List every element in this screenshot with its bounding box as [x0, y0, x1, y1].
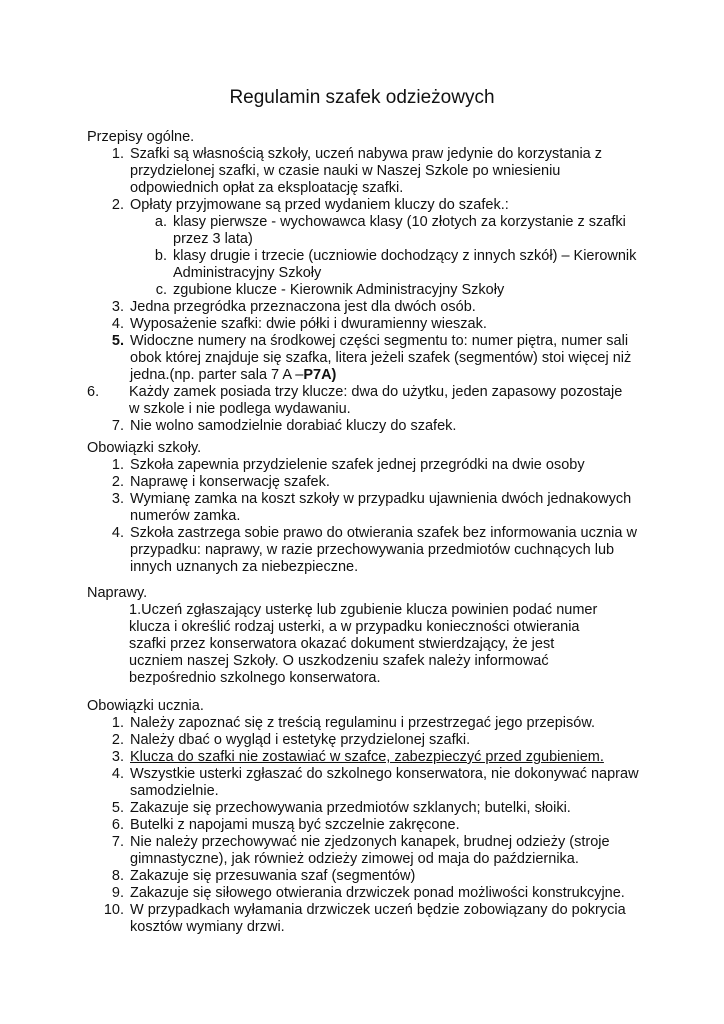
list-item: [87, 715, 650, 732]
list-item: [87, 766, 650, 800]
item-text-underlined: Klucza do szafki nie zostawiać w szafce, zabezpieczyć przed zgubieniem.: [130, 749, 604, 765]
item-text: Nie wolno samodzielnie dorabiać kluczy do szafek.: [130, 418, 457, 434]
sub-item-text: klasy drugie i trzecie (uczniowie dochodzący z innych szkół) – Kierownik Administracyjny Szkoły: [173, 248, 637, 281]
list-item: [87, 299, 650, 316]
list-item: [87, 457, 650, 474]
sub-list-item: [87, 248, 650, 282]
sub-item-letter: b.: [154, 248, 167, 264]
item-number: 7.: [111, 834, 124, 850]
list-item: [87, 732, 650, 749]
repairs-paragraph: 1.Uczeń zgłaszający usterkę lub zgubienie klucza powinien podać numer klucza i określić rodzaj usterki, a w przypadku konieczności otwierania szafki przez konserwatora okazać dokument stwierdzający, że jest uczniem naszej Szkoły. O uszkodzeniu szafek należy informować bezpośrednio szkolnego konserwatora.: [129, 602, 598, 686]
item-text: Nie należy przechowywać nie zjedzonych kanapek, brudnej odzieży (stroje gimnastyczne), jak również odzieży zimowej od maja do października.: [130, 834, 610, 867]
section-general: [87, 129, 650, 435]
rule-list: [87, 146, 650, 435]
item-text: Należy dbać o wygląd i estetykę przydzielonej szafki.: [130, 732, 471, 748]
list-item: [87, 316, 650, 333]
item-text: Wszystkie usterki zgłaszać do szkolnego konserwatora, nie dokonywać napraw samodzielnie.: [130, 766, 639, 799]
item-bold-tail: P7A): [303, 367, 337, 383]
list-item: [87, 817, 650, 834]
item-text: W przypadkach wyłamania drzwiczek uczeń będzie zobowiązany do pokrycia kosztów wymiany drzwi.: [130, 902, 626, 935]
list-item: [65, 384, 634, 418]
section-heading: Obowiązki szkoły.: [87, 440, 202, 456]
item-text: Wyposażenie szafki: dwie półki i dwuramienny wieszak.: [130, 316, 487, 332]
list-item: [87, 418, 650, 435]
sub-list-item: [87, 282, 650, 299]
item-text: Naprawę i konserwację szafek.: [130, 474, 330, 490]
sub-item-text: klasy pierwsze - wychowawca klasy (10 złotych za korzystanie z szafki przez 3 lata): [173, 214, 626, 247]
item-number: 1.: [111, 715, 124, 731]
item-number: 8.: [111, 868, 124, 884]
sub-item-letter: c.: [155, 282, 167, 298]
item-number: 1.: [111, 457, 124, 473]
sub-list: [130, 214, 650, 299]
list-item: [87, 885, 650, 902]
item-text: Wymianę zamka na koszt szkoły w przypadku ujawnienia dwóch jednakowych numerów zamka.: [130, 491, 632, 524]
item-number: 7.: [111, 418, 124, 434]
list-item: [87, 525, 650, 576]
item-text: Każdy zamek posiada trzy klucze: dwa do użytku, jeden zapasowy pozostaje w szkole i nie podlega wydawaniu.: [129, 384, 623, 417]
item-number: 10.: [103, 902, 124, 918]
sub-item-text: zgubione klucze - Kierownik Administracyjny Szkoły: [173, 282, 505, 298]
list-item: [87, 474, 650, 491]
section-heading: Przepisy ogólne.: [87, 129, 195, 145]
item-text: Zakazuje się przesuwania szaf (segmentów): [130, 868, 416, 884]
rule-list: [87, 715, 650, 936]
item-number: 6.: [87, 384, 100, 400]
item-number: 3.: [111, 491, 124, 507]
item-text: Opłaty przyjmowane są przed wydaniem kluczy do szafek.:: [130, 197, 509, 213]
item-text: Zakazuje się siłowego otwierania drzwiczek ponad możliwości konstrukcyjne.: [130, 885, 625, 901]
document-title: Regulamin szafek odzieżowych: [229, 87, 495, 108]
list-item: [87, 197, 650, 299]
section-school-duties: [87, 440, 650, 576]
item-number: 2.: [111, 732, 124, 748]
sub-list-item: [87, 214, 650, 248]
item-number: 3.: [111, 749, 124, 765]
item-text: Jedna przegródka przeznaczona jest dla dwóch osób.: [130, 299, 476, 315]
item-number: 4.: [111, 766, 124, 782]
list-item: [87, 491, 650, 525]
list-item: [87, 834, 650, 868]
item-number: 2.: [111, 197, 124, 213]
sub-item-letter: a.: [154, 214, 167, 230]
list-item: [87, 868, 650, 885]
item-number: 5.: [111, 800, 124, 816]
list-item: [87, 333, 650, 384]
item-number: 4.: [111, 316, 124, 332]
section-student-duties: [87, 698, 650, 936]
section-heading: Naprawy.: [87, 585, 148, 601]
list-item: [87, 902, 650, 936]
item-number: 9.: [111, 885, 124, 901]
item-text: Widoczne numery na środkowej części segmentu to: numer piętra, numer sali obok której znajduje się szafka, litera jeżeli szafek (segmentów) stoi więcej niż jedna.(np. parter sala 7 A –: [130, 333, 632, 383]
section-heading: Obowiązki ucznia.: [87, 698, 204, 714]
item-text: Należy zapoznać się z treścią regulaminu i przestrzegać jego przepisów.: [130, 715, 596, 731]
list-item: [87, 749, 650, 766]
item-number: 4.: [111, 525, 124, 541]
item-number: 3.: [111, 299, 124, 315]
item-text: Szkoła zastrzega sobie prawo do otwierania szafek bez informowania ucznia w przypadku: naprawy, w razie przechowywania przedmiotów cuchnących lub innych uznanych za niebezpieczne.: [130, 525, 637, 575]
list-item: [87, 800, 650, 817]
list-item: [87, 146, 650, 197]
item-text: Zakazuje się przechowywania przedmiotów szklanych; butelki, słoiki.: [130, 800, 571, 816]
item-number: 5.: [111, 333, 124, 349]
rule-list: [87, 457, 650, 576]
item-text: Szafki są własnością szkoły, uczeń nabywa praw jedynie do korzystania z przydzielonej szafki, w czasie nauki w Naszej Szkole po wniesieniu odpowiednich opłat za eksploatację szafki.: [130, 146, 603, 196]
item-number: 1.: [111, 146, 124, 162]
item-text: Szkoła zapewnia przydzielenie szafek jednej przegródki na dwie osoby: [130, 457, 585, 473]
item-text: Butelki z napojami muszą być szczelnie zakręcone.: [130, 817, 460, 833]
item-number: 2.: [111, 474, 124, 490]
item-number: 6.: [111, 817, 124, 833]
section-repairs: [87, 585, 607, 687]
